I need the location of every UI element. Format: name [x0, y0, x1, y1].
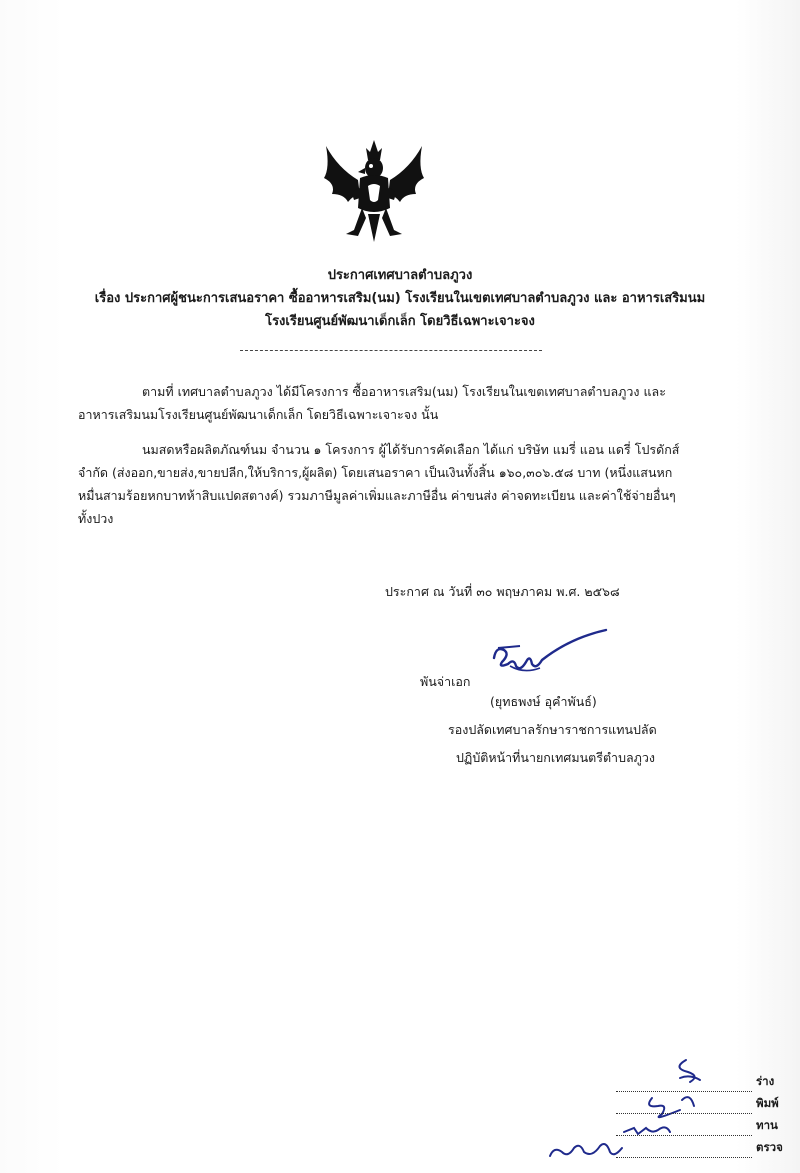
footer-label-type: พิมพ์ [756, 1096, 779, 1110]
announcement-date: ประกาศ ณ วันที่ ๓๐ พฤษภาคม พ.ศ. ๒๕๖๘ [385, 584, 620, 599]
footer-label-proof: ทาน [756, 1118, 778, 1132]
subject-line-2: โรงเรียนศูนย์พัฒนาเด็กเล็ก โดยวิธีเฉพาะเจาะจง [265, 314, 535, 329]
para2-line1: นมสดหรือผลิตภัณฑ์นม จำนวน ๑ โครงการ ผู้ได้รับการคัดเลือก ได้แก่ บริษัท แมรี่ แอน แดรี่ โปรดักส์ [142, 442, 680, 457]
header-divider [240, 350, 542, 351]
signer-title-line1: รองปลัดเทศบาลรักษาราชการแทนปลัด [448, 722, 657, 737]
garuda-emblem [318, 138, 430, 246]
para2-line4: ทั้งปวง [78, 511, 114, 526]
footer-row-proof [616, 1114, 786, 1136]
signature-mark [480, 628, 610, 688]
signer-title-line2: ปฏิบัติหน้าที่นายกเทศมนตรีตำบลภูวง [456, 750, 656, 765]
para1-line1: ตามที่ เทศบาลตำบลภูวง ได้มีโครงการ ซื้ออาหารเสริม(นม) โรงเรียนในเขตเทศบาลตำบลภูวง และ [142, 384, 666, 399]
footer-label-check: ตรวจ [756, 1140, 783, 1154]
para1-line2: อาหารเสริมนมโรงเรียนศูนย์พัฒนาเด็กเล็ก โดยวิธีเฉพาะเจาะจง นั้น [78, 407, 439, 422]
footer-row-check [616, 1136, 786, 1158]
signer-name: (ยุทธพงษ์ อุคำพันธ์) [490, 694, 597, 709]
footer-row-type [616, 1092, 786, 1114]
footer-row-draft [616, 1070, 786, 1092]
footer-label-draft: ร่าง [756, 1074, 775, 1088]
para2-line2: จำกัด (ส่งออก,ขายส่ง,ขายปลีก,ให้บริการ,ผู้ผลิต) โดยเสนอราคา เป็นเงินทั้งสิ้น ๑๖๐,๓๐๖.๕๘ บาท (หนึ่งแสนหก [78, 465, 673, 480]
routing-footer [616, 1070, 786, 1158]
announcement-body [78, 380, 718, 530]
subject-line-1: เรื่อง ประกาศผู้ชนะการเสนอราคา ซื้ออาหารเสริม(นม) โรงเรียนในเขตเทศบาลตำบลภูวง และ อาหารเสริมนม [94, 291, 706, 306]
para2-line3: หมื่นสามร้อยหกบาทห้าสิบแปดสตางค์) รวมภาษีมูลค่าเพิ่มและภาษีอื่น ค่าขนส่ง ค่าจดทะเบียน และค่าใช้จ่ายอื่นๆ [78, 488, 676, 503]
announcement-header [60, 264, 740, 333]
announcement-title: ประกาศเทศบาลตำบลภูวง [327, 268, 473, 283]
signer-rank: พันจ่าเอก [420, 674, 471, 689]
